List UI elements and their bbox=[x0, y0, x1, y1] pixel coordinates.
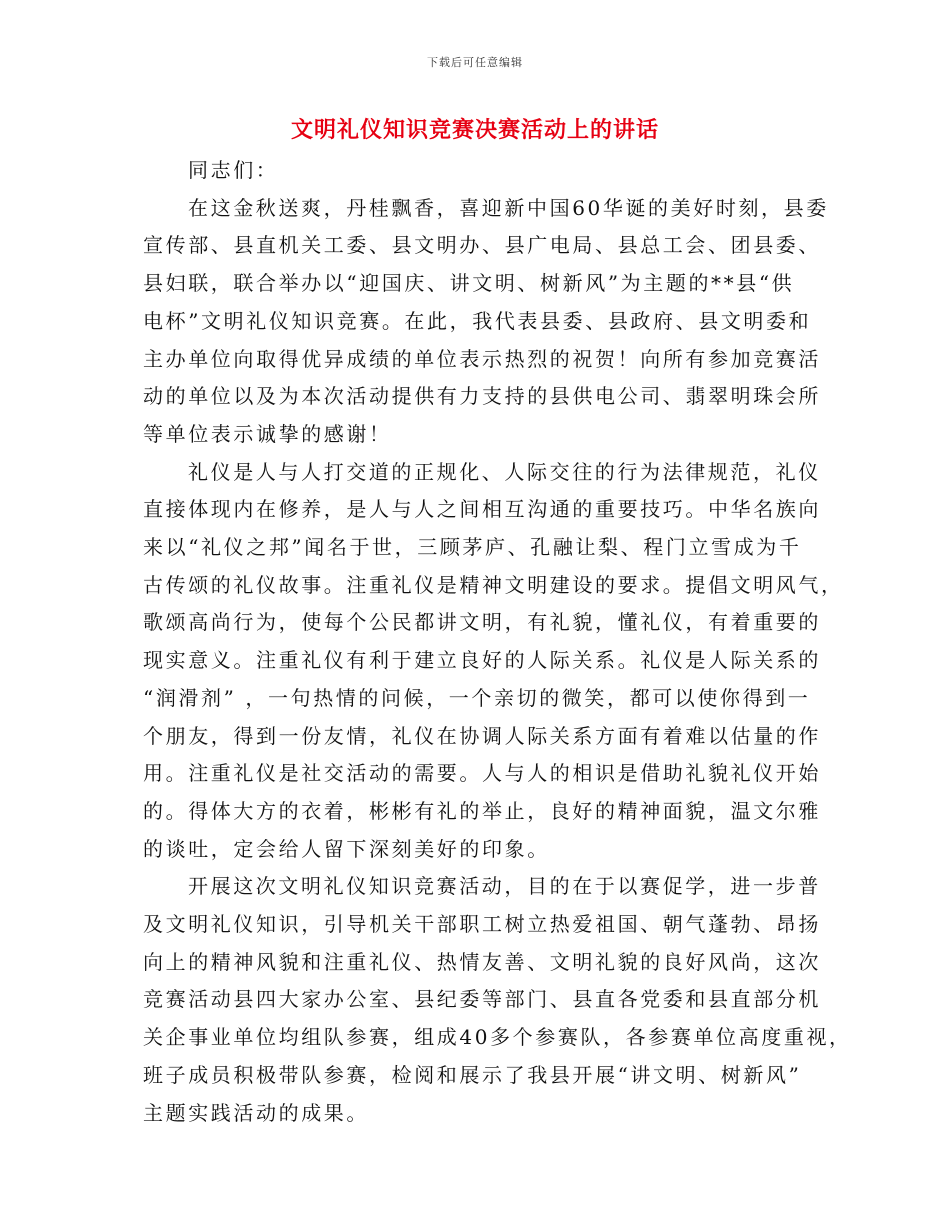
paragraph-line: 的。得体大方的衣着，彬彬有礼的举止，良好的精神面貌，温文尔雅 bbox=[143, 798, 821, 823]
paragraph-2 bbox=[143, 454, 844, 869]
paragraph-line: 礼仪是人与人打交道的正规化、人际交往的行为法律规范，礼仪 bbox=[188, 459, 821, 484]
paragraph-line: 动的单位以及为本次活动提供有力支持的县供电公司、翡翠明珠会所 bbox=[143, 384, 821, 409]
salutation: 同志们： bbox=[188, 158, 279, 182]
paragraph-line: 主题实践活动的成果。 bbox=[143, 1100, 369, 1125]
paragraph-line: 及文明礼仪知识，引导机关干部职工树立热爱祖国、朝气蓬勃、昂扬 bbox=[143, 912, 821, 937]
paragraph-line: 来以“礼仪之邦”闻名于世，三顾茅庐、孔融让梨、程门立雪成为千 bbox=[143, 535, 802, 560]
header-note: 下载后可任意编辑 bbox=[427, 56, 523, 69]
paragraph-line: 县妇联，联合举办以“迎国庆、讲文明、树新风”为主题的**县“供 bbox=[143, 271, 795, 296]
paragraph-line: 在这金秋送爽，丹桂飘香，喜迎新中国60华诞的美好时刻，县委 bbox=[188, 195, 829, 220]
paragraph-line: 竞赛活动县四大家办公室、县纪委等部门、县直各党委和县直部分机 bbox=[143, 987, 821, 1012]
paragraph-line: “润滑剂” ，一句热情的问候，一个亲切的微笑，都可以使你得到一 bbox=[143, 685, 811, 710]
paragraph-line: 主办单位向取得优异成绩的单位表示热烈的祝贺！向所有参加竞赛活 bbox=[143, 346, 821, 371]
paragraph-line: 的谈吐，定会给人留下深刻美好的印象。 bbox=[143, 836, 550, 861]
paragraph-3 bbox=[143, 868, 852, 1132]
paragraph-line: 关企事业单位均组队参赛，组成40多个参赛队，各参赛单位高度重视， bbox=[143, 1025, 852, 1050]
document-title: 文明礼仪知识竞赛决赛活动上的讲话 bbox=[290, 118, 659, 143]
paragraph-line: 电杯”文明礼仪知识竞赛。在此，我代表县委、县政府、县文明委和 bbox=[143, 308, 812, 333]
paragraph-line: 开展这次文明礼仪知识竞赛活动，目的在于以赛促学，进一步普 bbox=[188, 874, 821, 899]
paragraph-line: 个朋友，得到一份友情，礼仪在协调人际关系方面有着难以估量的作 bbox=[143, 723, 821, 748]
document-body bbox=[143, 152, 852, 1132]
paragraph-line: 古传颂的礼仪故事。注重礼仪是精神文明建设的要求。提倡文明风气， bbox=[143, 572, 844, 597]
paragraph-1 bbox=[143, 190, 829, 454]
paragraph-line: 现实意义。注重礼仪有利于建立良好的人际关系。礼仪是人际关系的 bbox=[143, 648, 821, 673]
paragraph-line: 宣传部、县直机关工委、县文明办、县广电局、县总工会、团县委、 bbox=[143, 233, 821, 258]
paragraph-line: 直接体现内在修养，是人与人之间相互沟通的重要技巧。中华名族向 bbox=[143, 497, 821, 522]
paragraph-line: 向上的精神风貌和注重礼仪、热情友善、文明礼貌的良好风尚，这次 bbox=[143, 949, 821, 974]
paragraph-line: 等单位表示诚挚的感谢！ bbox=[143, 421, 392, 446]
paragraph-line: 歌颂高尚行为，使每个公民都讲文明，有礼貌，懂礼仪，有着重要的 bbox=[143, 610, 821, 635]
paragraph-line: 班子成员积极带队参赛，检阅和展示了我县开展“讲文明、树新风” bbox=[143, 1062, 802, 1087]
paragraph-line: 用。注重礼仪是社交活动的需要。人与人的相识是借助礼貌礼仪开始 bbox=[143, 761, 821, 786]
